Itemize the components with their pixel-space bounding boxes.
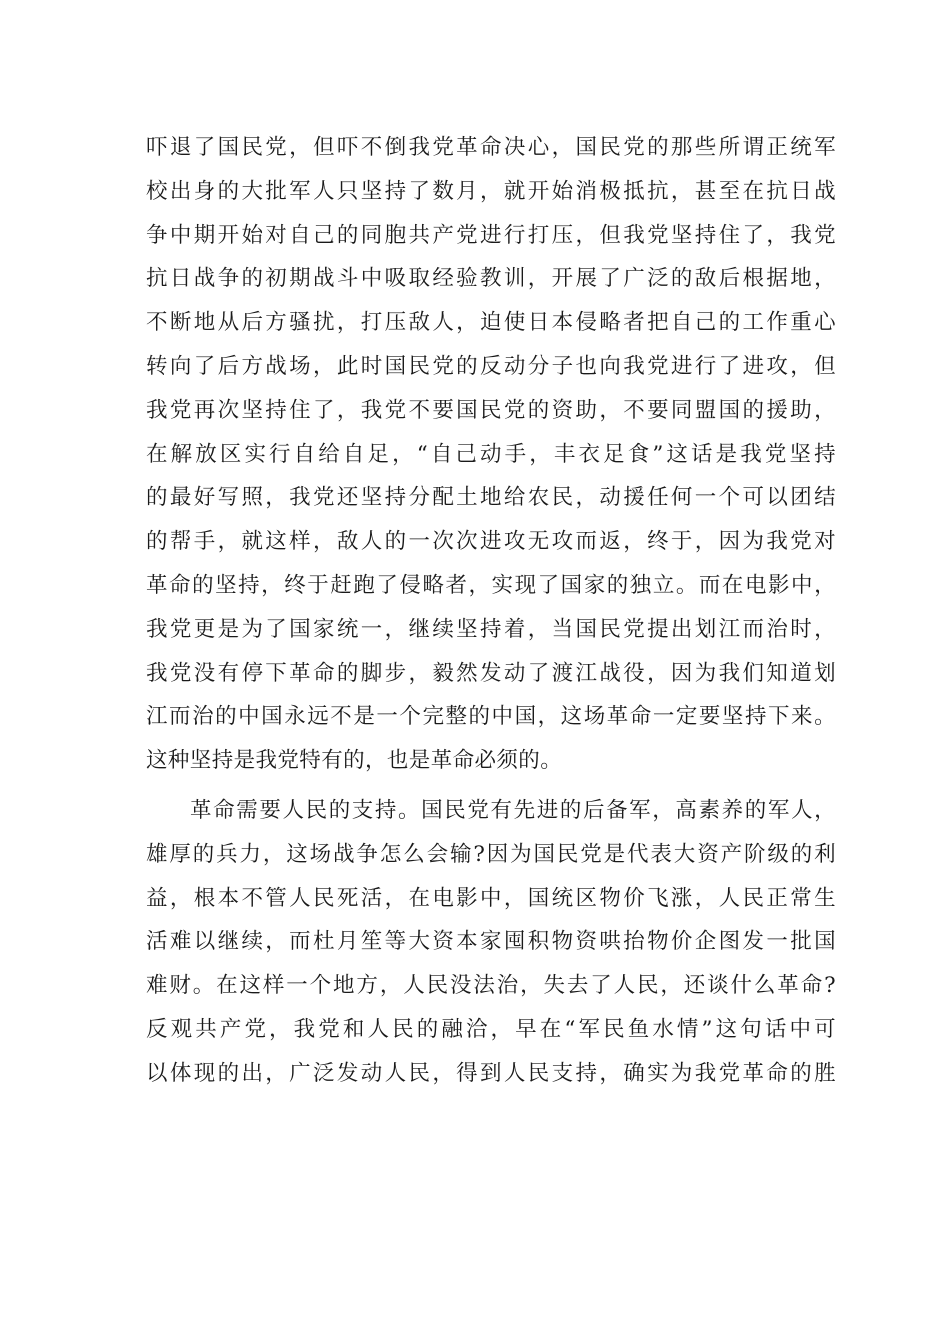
paragraph-1: [146, 126, 836, 783]
text-line-last: 这种坚持是我党特有的，也是革命必须的。: [146, 748, 563, 774]
text-line: 我党再次坚持住了，我党不要国民党的资助，不要同盟国的援助，: [146, 397, 836, 423]
paragraph-2: [146, 789, 836, 1096]
text-line: 的最好写照，我党还坚持分配土地给农民，动援任何一个可以团结: [146, 485, 836, 511]
text-line: 不断地从后方骚扰，打压敌人，迫使日本侵略者把自己的工作重心: [146, 310, 836, 336]
text-line: 抗日战争的初期战斗中吸取经验教训，开展了广泛的敌后根据地，: [146, 266, 836, 292]
text-line: 革命的坚持，终于赶跑了侵略者，实现了国家的独立。而在电影中，: [146, 572, 836, 598]
text-line: 难财。在这样一个地方，人民没法治，失去了人民，还谈什么革命?: [146, 973, 836, 999]
text-line: 吓退了国民党，但吓不倒我党革命决心，国民党的那些所谓正统军: [146, 135, 836, 160]
text-line: 活难以继续，而杜月笙等大资本家囤积物资哄抬物价企图发一批国: [146, 929, 836, 955]
text-line: 江而治的中国永远不是一个完整的中国，这场革命一定要坚持下来。: [146, 704, 836, 730]
text-line: 在解放区实行自给自足，“自己动手，丰衣足食”这话是我党坚持: [146, 441, 836, 467]
text-line: 的帮手，就这样，敌人的一次次进攻无攻而返，终于，因为我党对: [146, 529, 836, 555]
text-line: 雄厚的兵力，这场战争怎么会输?因为国民党是代表大资产阶级的利: [146, 841, 836, 867]
text-line: 以体现的出，广泛发动人民，得到人民支持，确实为我党革命的胜: [146, 1060, 836, 1086]
text-line: 转向了后方战场，此时国民党的反动分子也向我党进行了进攻，但: [146, 353, 836, 379]
text-line: 益，根本不管人民死活，在电影中，国统区物价飞涨，人民正常生: [146, 885, 836, 911]
text-line: 校出身的大批军人只坚持了数月，就开始消极抵抗，甚至在抗日战: [146, 178, 836, 204]
text-line: 我党更是为了国家统一，继续坚持着，当国民党提出划江而治时，: [146, 616, 836, 642]
text-line: 争中期开始对自己的同胞共产党进行打压，但我党坚持住了，我党: [146, 222, 836, 248]
text-line: 我党没有停下革命的脚步，毅然发动了渡江战役，因为我们知道划: [146, 660, 836, 686]
text-line-indented: 革命需要人民的支持。国民党有先进的后备军，高素养的军人，: [190, 797, 836, 823]
text-line: 反观共产党，我党和人民的融洽，早在“军民鱼水情”这句话中可: [146, 1016, 836, 1042]
body-text: [146, 126, 836, 1096]
